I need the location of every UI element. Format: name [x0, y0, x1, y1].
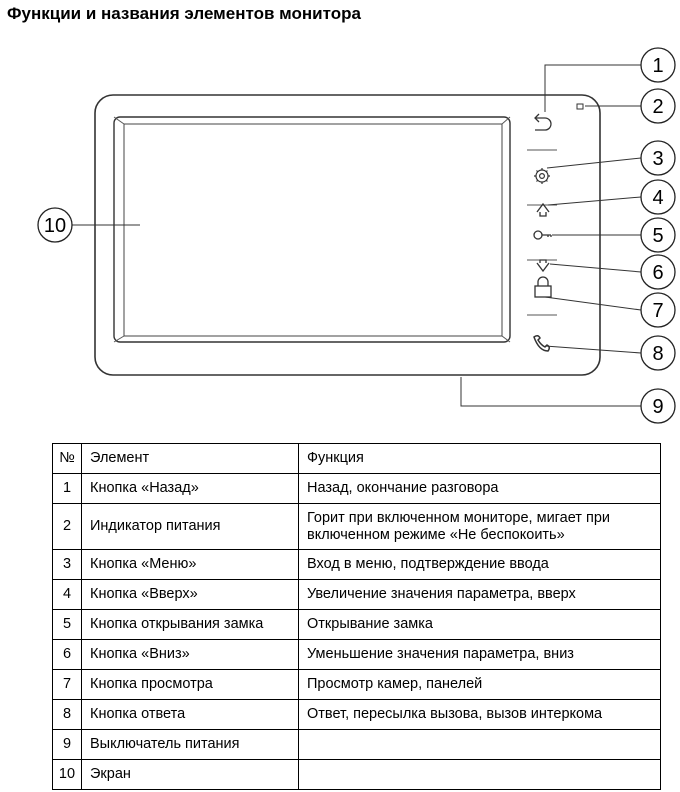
table-row	[53, 670, 661, 700]
table-row	[53, 610, 661, 640]
row-element: Кнопка «Меню»	[82, 550, 299, 580]
row-num: 6	[53, 640, 82, 670]
row-function: Уменьшение значения параметра, вниз	[299, 640, 661, 670]
row-num: 5	[53, 610, 82, 640]
row-function	[299, 730, 661, 760]
row-element: Кнопка просмотра	[82, 670, 299, 700]
table-row	[53, 550, 661, 580]
row-num: 7	[53, 670, 82, 700]
header-num: №	[53, 444, 82, 474]
header-function: Функция	[299, 444, 661, 474]
table-row	[53, 700, 661, 730]
row-num: 2	[53, 504, 82, 550]
callout-3: 3	[652, 148, 664, 170]
row-function: Просмотр камер, панелей	[299, 670, 661, 700]
row-function: Ответ, пересылка вызова, вызов интеркома	[299, 700, 661, 730]
callout-10: 10	[43, 215, 67, 237]
callout-7: 7	[652, 300, 664, 322]
row-element: Кнопка открывания замка	[82, 610, 299, 640]
row-num: 4	[53, 580, 82, 610]
row-num: 10	[53, 760, 82, 790]
row-element: Выключатель питания	[82, 730, 299, 760]
row-function: Горит при включенном мониторе, мигает при включенном режиме «Не беспокоить»	[299, 504, 661, 550]
table-row	[53, 640, 661, 670]
callout-8: 8	[652, 343, 664, 365]
callout-4: 4	[652, 187, 664, 209]
row-function: Открывание замка	[299, 610, 661, 640]
row-num: 9	[53, 730, 82, 760]
callout-9: 9	[652, 396, 664, 418]
table-row	[53, 760, 661, 790]
row-function: Увеличение значения параметра, вверх	[299, 580, 661, 610]
callout-5: 5	[652, 225, 664, 247]
row-num: 3	[53, 550, 82, 580]
table-row	[53, 504, 661, 550]
callout-2: 2	[652, 96, 664, 118]
callout-1: 1	[652, 55, 664, 77]
row-element: Кнопка «Вверх»	[82, 580, 299, 610]
row-num: 1	[53, 474, 82, 504]
row-function	[299, 760, 661, 790]
callout-6: 6	[652, 262, 664, 284]
elements-table	[52, 443, 661, 790]
row-element: Кнопка «Назад»	[82, 474, 299, 504]
row-element: Кнопка «Вниз»	[82, 640, 299, 670]
row-element: Кнопка ответа	[82, 700, 299, 730]
page-title: Функции и названия элементов монитора	[7, 4, 361, 23]
row-num: 8	[53, 700, 82, 730]
table-row	[53, 730, 661, 760]
row-element: Индикатор питания	[82, 504, 299, 550]
row-function: Назад, окончание разговора	[299, 474, 661, 504]
row-element: Экран	[82, 760, 299, 790]
table-row	[53, 580, 661, 610]
header-element: Элемент	[82, 444, 299, 474]
table-row	[53, 474, 661, 504]
table-header-row	[53, 444, 661, 474]
row-function: Вход в меню, подтверждение ввода	[299, 550, 661, 580]
power-indicator	[577, 104, 583, 109]
